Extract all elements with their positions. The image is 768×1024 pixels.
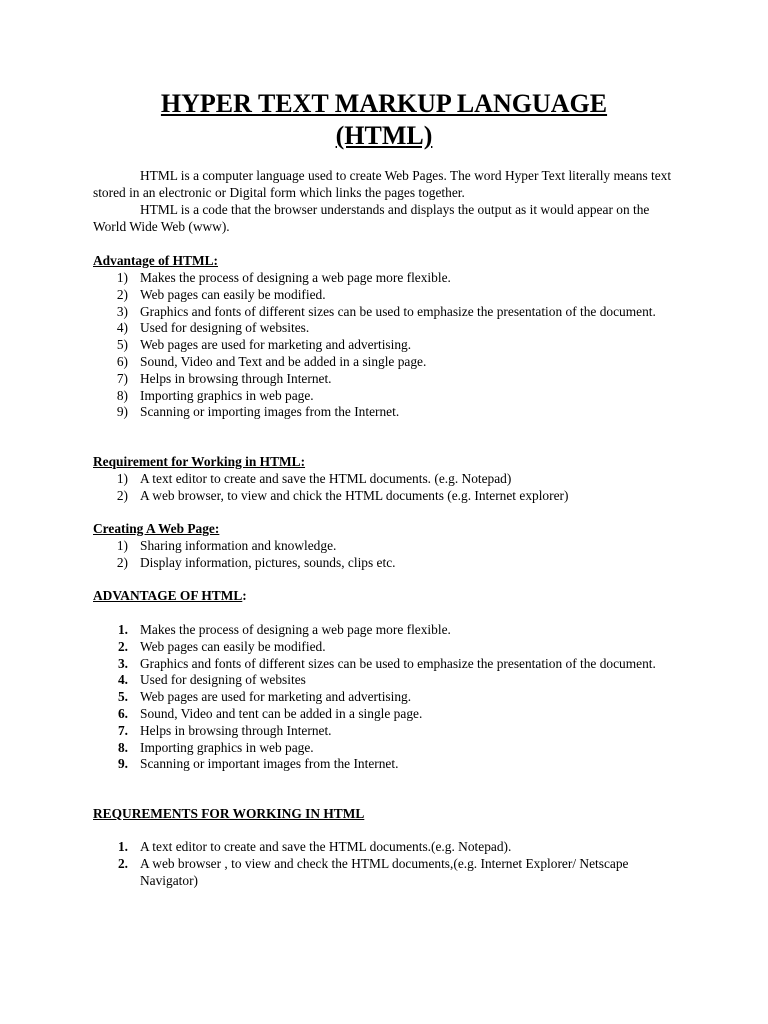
section-heading-advantage: Advantage of HTML: bbox=[93, 253, 218, 268]
list-item-number: 3. bbox=[117, 655, 128, 671]
list-item-text: Scanning or importing images from the Internet. bbox=[140, 404, 400, 420]
list-item bbox=[93, 756, 683, 773]
list-item-number: 1) bbox=[116, 538, 128, 553]
list-item-text: Scanning or important images from the Internet. bbox=[140, 756, 399, 772]
list-item-text: Web pages are used for marketing and advertising. bbox=[140, 689, 412, 705]
list-item-text: Sound, Video and Text and be added in a single page. bbox=[140, 353, 427, 369]
list-item bbox=[93, 740, 683, 757]
list-item-number: 5. bbox=[117, 689, 128, 705]
list-item-text: Helps in browsing through Internet. bbox=[140, 370, 332, 386]
list-item-text: Importing graphics in web page. bbox=[140, 387, 314, 403]
list-item-text: A text editor to create and save the HTML documents. (e.g. Notepad) bbox=[140, 471, 512, 486]
list-item bbox=[93, 371, 683, 388]
list-item-text: Graphics and fonts of different sizes can be used to emphasize the presentation of the document. bbox=[140, 655, 656, 671]
list-item-text: Used for designing of websites. bbox=[140, 320, 310, 336]
list-item-number: 1. bbox=[117, 839, 128, 854]
requirement-list bbox=[93, 471, 683, 505]
intro-paragraph-1-text: HTML is a computer language used to create Web Pages. The word Hyper Text literally means text stored in an electronic or Digital form which links the pages together. bbox=[93, 168, 672, 200]
list-item bbox=[93, 538, 683, 555]
section-heading-requirement: Requirement for Working in HTML: bbox=[93, 454, 306, 469]
list-item bbox=[93, 555, 683, 572]
list-item-number: 4) bbox=[116, 320, 128, 336]
page-title-line-2: (HTML) bbox=[335, 121, 433, 150]
section-heading-requirements-caps: REQUREMENTS FOR WORKING IN HTML bbox=[93, 806, 365, 821]
list-item-text: Sharing information and knowledge. bbox=[140, 538, 337, 553]
list-item-number: 1. bbox=[117, 622, 128, 637]
list-item bbox=[93, 689, 683, 706]
list-item-number: 1) bbox=[116, 471, 128, 486]
list-item-text: A web browser, to view and chick the HTML documents (e.g. Internet explorer) bbox=[140, 487, 569, 503]
list-item-number: 6) bbox=[116, 353, 128, 369]
advantage-list bbox=[93, 270, 683, 421]
list-item bbox=[93, 639, 683, 656]
intro-paragraph-2-text: HTML is a code that the browser understands and displays the output as it would appear on the World Wide Web (www). bbox=[93, 202, 650, 234]
list-item-number: 6. bbox=[117, 705, 128, 721]
list-item bbox=[93, 337, 683, 354]
list-item-text: Web pages can easily be modified. bbox=[140, 638, 326, 654]
list-item bbox=[93, 656, 683, 673]
section-heading-advantage-caps bbox=[93, 588, 247, 605]
list-item-number: 5) bbox=[116, 337, 128, 353]
list-item-number: 8) bbox=[116, 387, 128, 403]
list-item bbox=[93, 856, 683, 890]
list-item-number: 2) bbox=[116, 554, 128, 570]
section-heading-advantage-caps-suffix: : bbox=[242, 588, 247, 603]
list-item bbox=[93, 839, 683, 856]
section-heading-advantage-caps-text: ADVANTAGE OF HTML bbox=[93, 588, 243, 603]
list-item-number: 2. bbox=[117, 638, 128, 654]
list-item-number: 3) bbox=[116, 303, 128, 319]
list-item-text: Importing graphics in web page. bbox=[140, 739, 314, 755]
list-item bbox=[93, 270, 683, 287]
page-title-line-1: HYPER TEXT MARKUP LANGUAGE bbox=[160, 89, 608, 118]
list-item bbox=[93, 388, 683, 405]
list-item bbox=[93, 622, 683, 639]
list-item bbox=[93, 706, 683, 723]
list-item bbox=[93, 723, 683, 740]
list-item-number: 2) bbox=[116, 286, 128, 302]
intro-paragraph-1 bbox=[93, 168, 683, 202]
list-item-number: 4. bbox=[117, 672, 128, 688]
list-item-text: Helps in browsing through Internet. bbox=[140, 722, 332, 738]
list-item bbox=[93, 354, 683, 371]
list-item-number: 2. bbox=[117, 855, 128, 871]
advantage-caps-list bbox=[93, 622, 683, 773]
list-item bbox=[93, 320, 683, 337]
list-item bbox=[93, 471, 683, 488]
list-item-number: 7) bbox=[116, 370, 128, 386]
requirements-caps-list bbox=[93, 839, 683, 889]
list-item bbox=[93, 304, 683, 321]
list-item bbox=[93, 672, 683, 689]
list-item-text: Web pages are used for marketing and advertising. bbox=[140, 337, 412, 353]
list-item-text: A text editor to create and save the HTML documents.(e.g. Notepad). bbox=[140, 839, 512, 854]
list-item-number: 9) bbox=[116, 404, 128, 420]
list-item-number: 7. bbox=[117, 722, 128, 738]
list-item-number: 2) bbox=[116, 487, 128, 503]
list-item-text: Graphics and fonts of different sizes can be used to emphasize the presentation of the document. bbox=[140, 303, 656, 319]
list-item-text: Makes the process of designing a web page more flexible. bbox=[140, 270, 451, 285]
list-item-text: Used for designing of websites bbox=[140, 672, 306, 688]
list-item-text: Web pages can easily be modified. bbox=[140, 286, 326, 302]
list-item-number: 1) bbox=[116, 270, 128, 285]
list-item bbox=[93, 404, 683, 421]
list-item bbox=[93, 488, 683, 505]
list-item-text: A web browser , to view and check the HTML documents,(e.g. Internet Explorer/ Netscape Navigator) bbox=[140, 855, 629, 888]
list-item-number: 8. bbox=[117, 739, 128, 755]
list-item bbox=[93, 287, 683, 304]
creating-list bbox=[93, 538, 683, 572]
section-heading-creating: Creating A Web Page: bbox=[93, 521, 220, 536]
list-item-text: Display information, pictures, sounds, clips etc. bbox=[140, 554, 396, 570]
list-item-text: Makes the process of designing a web page more flexible. bbox=[140, 622, 451, 637]
list-item-number: 9. bbox=[117, 756, 128, 772]
intro-paragraph-2 bbox=[93, 202, 683, 236]
list-item-text: Sound, Video and tent can be added in a single page. bbox=[140, 705, 423, 721]
